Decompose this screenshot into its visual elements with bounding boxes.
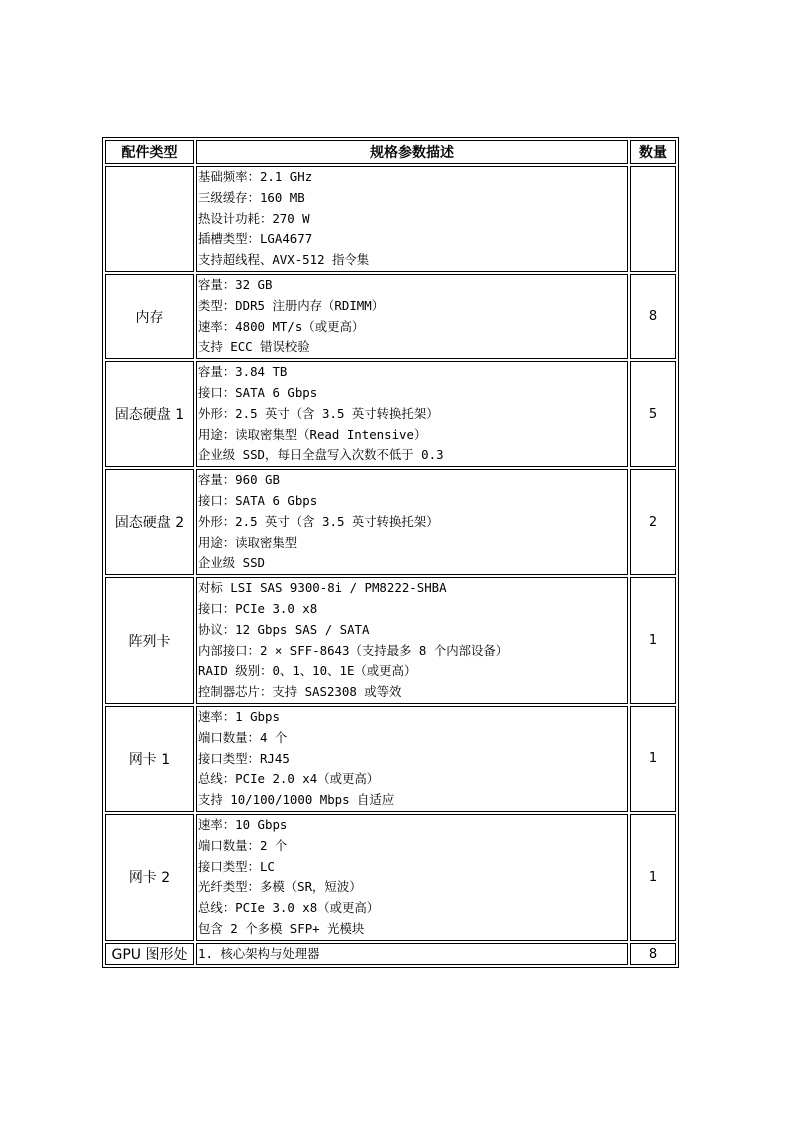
quantity: 1 [630,706,676,812]
spec-line: 类型：DDR5 注册内存（RDIMM） [198,297,385,313]
component-type [105,166,194,272]
header-type: 配件类型 [105,140,194,164]
spec-line: 外形：2.5 英寸（含 3.5 英寸转换托架） [198,513,439,529]
spec-line: 速率：1 Gbps [198,708,280,724]
quantity: 5 [630,361,676,467]
spec-line: 包含 2 个多模 SFP+ 光模块 [198,920,365,936]
spec-line: 用途：读取密集型 [198,534,298,550]
spec-line: 端口数量：4 个 [198,729,288,745]
table-row [105,274,676,359]
spec-line: 容量：32 GB [198,276,273,292]
spec-line: 接口：SATA 6 Gbps [198,492,318,508]
spec-cell [196,814,628,941]
spec-line: 热设计功耗：270 W [198,210,310,226]
quantity: 2 [630,469,676,575]
spec-line: 支持 ECC 错误校验 [198,339,310,355]
component-type: 内存 [105,274,194,359]
component-type: 固态硬盘 1 [105,361,194,467]
spec-line: 接口类型：LC [198,858,275,874]
spec-cell [196,361,628,467]
quantity: 8 [630,943,676,966]
quantity: 8 [630,274,676,359]
spec-line: 接口：SATA 6 Gbps [198,384,318,400]
spec-cell [196,943,628,966]
table-row [105,577,676,704]
spec-line: 总线：PCIe 2.0 x4（或更高） [198,771,380,787]
spec-line: 协议：12 Gbps SAS / SATA [198,621,370,637]
spec-line: 1. 核心架构与处理器 [198,945,320,961]
spec-line: 端口数量：2 个 [198,837,288,853]
table-row [105,943,676,966]
spec-line: 三级缓存：160 MB [198,189,305,205]
spec-line: 内部接口：2 × SFF-8643（支持最多 8 个内部设备） [198,642,509,658]
component-type: 固态硬盘 2 [105,469,194,575]
spec-line: 对标 LSI SAS 9300-8i / PM8222-SHBA [198,580,447,596]
table-row [105,814,676,941]
spec-line: 用途：读取密集型（Read Intensive） [198,426,427,442]
spec-line: RAID 级别：0、1、10、1E（或更高） [198,663,417,679]
spec-line: 外形：2.5 英寸（含 3.5 英寸转换托架） [198,405,439,421]
quantity: 1 [630,577,676,704]
spec-line: 插槽类型：LGA4677 [198,231,313,247]
quantity: 1 [630,814,676,941]
spec-line: 接口类型：RJ45 [198,750,290,766]
spec-cell [196,577,628,704]
component-type: 网卡 1 [105,706,194,812]
spec-line: 总线：PCIe 3.0 x8（或更高） [198,900,380,916]
spec-line: 速率：10 Gbps [198,816,288,832]
table-row [105,166,676,272]
spec-line: 速率：4800 MT/s（或更高） [198,318,365,334]
spec-cell [196,274,628,359]
header-qty: 数量 [630,140,676,164]
quantity [630,166,676,272]
spec-line: 控制器芯片：支持 SAS2308 或等效 [198,684,402,700]
header-spec: 规格参数描述 [196,140,628,164]
header-row [105,140,676,164]
spec-line: 基础频率：2.1 GHz [198,169,313,184]
spec-line: 接口：PCIe 3.0 x8 [198,600,318,616]
spec-cell [196,706,628,812]
spec-line: 容量：960 GB [198,472,280,488]
spec-line: 光纤类型：多模（SR，短波） [198,879,362,895]
spec-line: 企业级 SSD [198,555,266,571]
component-type: 阵列卡 [105,577,194,704]
table-row [105,706,676,812]
component-type: 网卡 2 [105,814,194,941]
spec-cell [196,469,628,575]
spec-table [102,137,679,968]
spec-line: 支持超线程、AVX-512 指令集 [198,252,370,268]
spec-line: 容量：3.84 TB [198,364,288,380]
component-type: GPU 图形处 [105,943,194,966]
table-row [105,361,676,467]
table-row [105,469,676,575]
spec-line: 企业级 SSD，每日全盘写入次数不低于 0.3 [198,447,444,463]
spec-cell [196,166,628,272]
spec-line: 支持 10/100/1000 Mbps 自适应 [198,792,395,808]
